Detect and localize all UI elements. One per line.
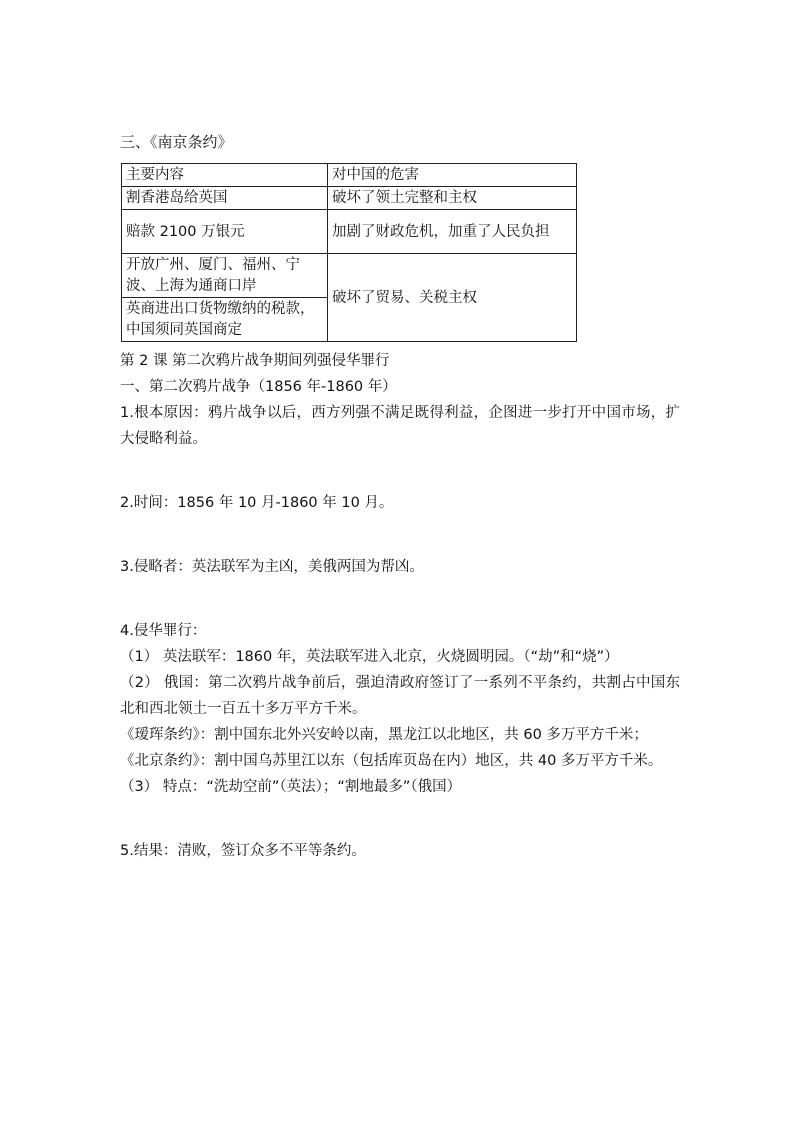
- cell-content: 开放广州、厦门、福州、宁波、上海为通商口岸: [122, 254, 328, 298]
- section-title-nanjing-treaty: 三、《南京条约》: [120, 133, 233, 151]
- item-result: 5.结果：清败，签订众多不平等条约。: [120, 843, 366, 859]
- item-aggressors: 3.侵略者：英法联军为主凶，美俄两国为帮凶。: [120, 559, 424, 575]
- cell-harm: 破坏了领土完整和主权: [328, 187, 577, 210]
- item-root-cause: 1.根本原因：鸦片战争以后，西方列强不满足既得利益，企图进一步打开中国市场，扩大侵略利益。: [120, 405, 680, 447]
- header-harm: 对中国的危害: [328, 164, 577, 187]
- header-main-content: 主要内容: [122, 164, 328, 187]
- cell-content: 英商进出口货物缴纳的税款，中国须同英国商定: [122, 298, 328, 342]
- item-crimes-features: （3） 特点：“洗劫空前”（英法）；“割地最多”（俄国）: [120, 779, 462, 795]
- lesson-subtitle: 一、第二次鸦片战争（1856 年-1860 年）: [120, 379, 397, 395]
- cell-harm: 破坏了贸易、关税主权: [328, 254, 577, 342]
- lesson-title: 第 2 课 第二次鸦片战争期间列强侵华罪行: [120, 353, 390, 369]
- table-row: [122, 210, 577, 254]
- treaty-aigun: 《瑷珲条约》：割中国东北外兴安岭以南，黑龙江以北地区，共 60 多万平方千米；: [120, 727, 648, 743]
- item-crimes: 4.侵华罪行：: [120, 623, 207, 639]
- item-crimes-anglo-french: （1） 英法联军：1860 年，英法联军进入北京，火烧圆明园。（“劫”和“烧”）: [120, 649, 619, 665]
- cell-harm: 加剧了财政危机，加重了人民负担: [328, 210, 577, 254]
- cell-content: 赔款 2100 万银元: [122, 210, 328, 254]
- item-crimes-russia: （2） 俄国：第二次鸦片战争前后，强迫清政府签订了一系列不平条约，共割占中国东北和西北领土一百五十多万平方千米。: [120, 675, 680, 717]
- cell-content: 割香港岛给英国: [122, 187, 328, 210]
- lesson2-body: [120, 348, 680, 864]
- nanjing-treaty-table: [121, 163, 577, 342]
- table-row: [122, 254, 577, 298]
- item-time: 2.时间：1856 年 10 月-1860 年 10 月。: [120, 495, 394, 511]
- treaty-beijing: 《北京条约》：割中国乌苏里江以东（包括库页岛在内）地区，共 40 多万平方千米。: [120, 753, 663, 769]
- table-header-row: [122, 164, 577, 187]
- table-row: [122, 187, 577, 210]
